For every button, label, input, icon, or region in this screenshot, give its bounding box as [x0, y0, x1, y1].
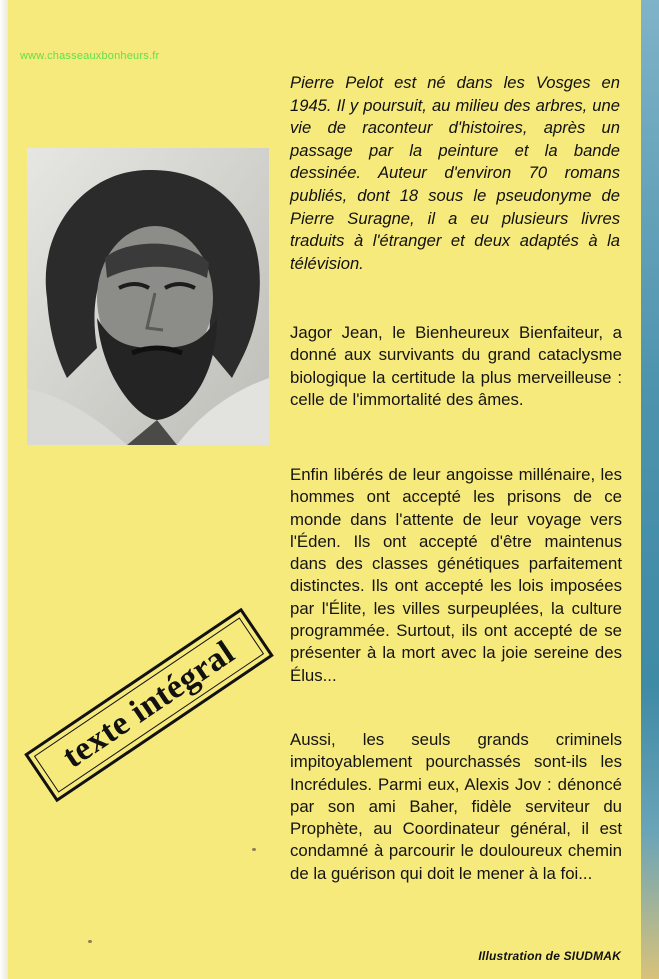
- paper-speck: [252, 848, 256, 851]
- synopsis-paragraph-3: Aussi, les seuls grands criminels impitoyablement pourchassés sont-ils les Incrédules. Parmi eux, Alexis Jov : dénoncé par son ami Baher, fidèle serviteur du Prophète, au Coordinateur général, il est condamné à parcourir le douloureux chemin de la guérison qui doit le mener à la foi...: [290, 730, 622, 883]
- watermark-url[interactable]: www.chasseauxbonheurs.fr: [20, 50, 160, 62]
- paper-speck: [88, 940, 92, 943]
- synopsis-paragraph-1: Jagor Jean, le Bienheureux Bienfaiteur, a donné aux survivants du grand cataclysme biologique la certitude la plus merveilleuse : celle de l'immortalité des âmes.: [290, 323, 622, 409]
- cover-art-edge: [641, 0, 659, 979]
- author-biography: Pierre Pelot est né dans les Vosges en 1945. Il y poursuit, au milieu des arbres, une vie de raconteur d'histoires, après un passage par la peinture et la bande dessinée. Auteur d'environ 70 romans publiés, dont 18 sous le pseudonyme de Pierre Suragne, il a eu plusieurs livres traduits à l'étranger et deux adaptés à la télévision.: [290, 73, 620, 273]
- synopsis-paragraph-2: Enfin libérés de leur angoisse millénaire, les hommes ont accepté les prisons de ce monde dans l'attente de leur voyage vers l'Éden. Ils ont accepté d'être maintenus dans des classes génétiques parfaitement distinctes. Ils ont accepté les lois imposées par l'Élite, les villes surpeuplées, la culture programmée. Surtout, ils ont accepté de se présenter à la mort avec la joie sereine des Élus...: [290, 465, 622, 685]
- author-photo: [27, 148, 269, 445]
- illustration-credit: Illustration de SIUDMAK: [478, 949, 621, 963]
- stamp-label: texte intégral: [56, 633, 242, 776]
